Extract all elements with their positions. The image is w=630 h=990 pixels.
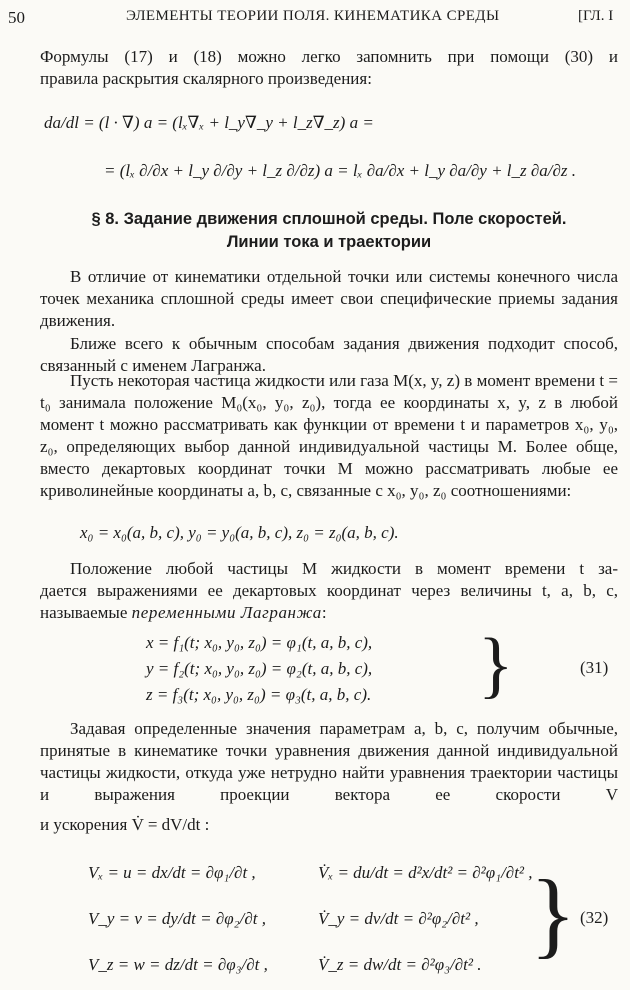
paragraph-4-line-1: Положение любой частицы M жидкости в момент времени t за- <box>70 559 618 578</box>
paragraph-4-line-3-end: : <box>321 603 327 622</box>
paragraph-2: Ближе всего к обычным способам задания движения подходит способ, связанный с именем Лагранжа. <box>40 334 618 375</box>
eq31-line-2: y = f₂(t; x₀, y₀, z₀) = φ₂(t, a, b, c), <box>146 659 373 678</box>
eq31-line-1: x = f₁(t; x₀, y₀, z₀) = φ₁(t, a, b, c), <box>146 633 373 652</box>
eq32-brace: } <box>530 860 577 967</box>
intro-line-2: правила раскрытия скалярного произведения: <box>40 69 372 88</box>
paragraph-5: Задавая определенные значения параметрам a, b, c, получим обычные, принятые в кинематике точки уравнения движения данной индивидуальной частицы жидкости, откуда уже нетрудно найти уравнения траектории частицы и выражения проекции вектора ее скорости V <box>40 719 618 804</box>
eq31-line-3: z = f₃(t; x₀, y₀, z₀) = φ₃(t, a, b, c). <box>146 685 372 704</box>
page-number: 50 <box>8 8 25 27</box>
formula-top-line-2: = (lₓ ∂/∂x + l_y ∂/∂y + l_z ∂/∂z) a = lₓ ∂a/∂x + l_y ∂a/∂y + l_z ∂a/∂z . <box>104 161 577 180</box>
eq32-number: (32) <box>580 908 609 927</box>
section-title-line-1: § 8. Задание движения сплошной среды. Поле скоростей. <box>91 210 567 228</box>
running-title: ЭЛЕМЕНТЫ ТЕОРИИ ПОЛЯ. КИНЕМАТИКА СРЕДЫ <box>126 8 500 24</box>
paragraph-4-line-3 <box>40 602 618 624</box>
chapter-label: [ГЛ. I <box>578 8 614 24</box>
eq32-left-3: V_z = w = dz/dt = ∂φ₃/∂t , <box>88 955 268 974</box>
intro-line-1: Формулы (17) и (18) можно легко запомнить при помощи (30) и <box>40 47 618 66</box>
eq31-number: (31) <box>580 658 609 677</box>
paragraph-3: Пусть некоторая частица жидкости или газа M(x, y, z) в момент времени t = t₀ занимала положение M₀(x₀, y₀, z₀), тогда ее координаты x, y, z в любой момент t можно рассматривать как функции от времени t и параметров x₀, y₀, z₀, определяющих выбор данной индивидуальной частицы M. Более обще, вместо декартовых координат точки M можно рассматривать любые ее криволинейные координаты a, b, c, связанные с x₀, y₀, z₀ соотношениями: <box>40 371 618 500</box>
lagrange-variables-term: переменными Лагранжа <box>131 603 322 622</box>
eq32-right-3: V̇_z = dw/dt = ∂²φ₃/∂t² . <box>318 955 482 974</box>
paragraph-5-last-line: и ускорения V̇ = dV/dt : <box>40 815 210 834</box>
formula-top-line-1: da/dl = (l · ∇) a = (lₓ∇ₓ + l_y∇_y + l_z∇_z) a = <box>44 113 374 132</box>
eq32-right-2: V̇_y = dv/dt = ∂²φ₂/∂t² , <box>318 909 479 928</box>
section-title-line-2: Линии тока и траектории <box>226 233 432 251</box>
paragraph-4-line-2: дается выражениями ее декартовых координат через величины t, a, b, c, <box>40 581 618 600</box>
paragraph-4-line-3-text: называемые <box>40 603 132 622</box>
eq31-brace: } <box>478 624 514 706</box>
eq32-left-2: V_y = v = dy/dt = ∂φ₂/∂t , <box>88 909 266 928</box>
formula-x0-y0-z0: x₀ = x₀(a, b, c), y₀ = y₀(a, b, c), z₀ = z₀(a, b, c). <box>80 523 399 542</box>
eq32-left-1: Vₓ = u = dx/dt = ∂φ₁/∂t , <box>88 863 256 882</box>
paragraph-1: В отличие от кинематики отдельной точки или системы конечного числа точек механика сплошной среды имеет свои специфические приемы задания движения. <box>40 267 618 330</box>
eq32-right-1: V̇ₓ = du/dt = d²x/dt² = ∂²φ₁/∂t² , <box>318 863 533 882</box>
